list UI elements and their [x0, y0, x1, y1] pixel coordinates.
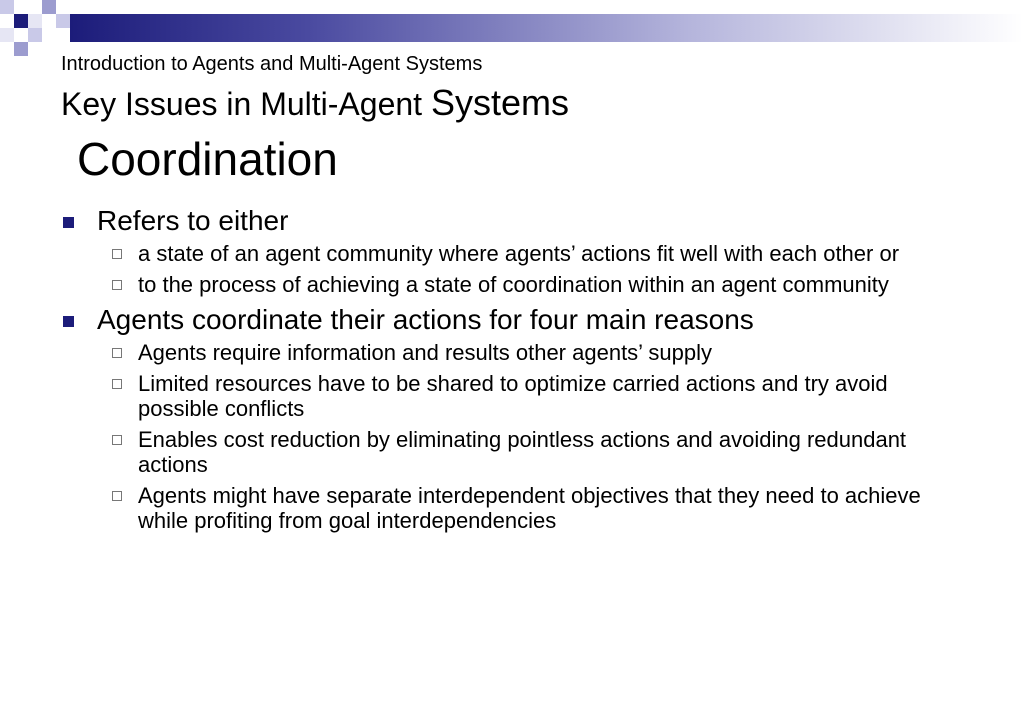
sub-bullet-item	[60, 483, 960, 533]
sub-bullet-text: Enables cost reduction by eliminating pointless actions and avoiding redundant actions	[138, 427, 907, 477]
bullet-text: Agents coordinate their actions for four main reasons	[97, 304, 754, 335]
hollow-square-icon	[112, 249, 122, 259]
sub-bullet-text: a state of an agent community where agents’ actions fit well with each other or	[138, 241, 900, 266]
sub-bullet-text: Limited resources have to be shared to optimize carried actions and try avoid possible conflicts	[138, 371, 888, 421]
decor-square	[28, 14, 42, 28]
sub-bullet-item	[60, 427, 960, 477]
hollow-square-icon	[112, 435, 122, 445]
hollow-square-icon	[112, 379, 122, 389]
hollow-square-icon	[112, 491, 122, 501]
slide-title	[61, 83, 569, 124]
hollow-square-icon	[112, 348, 122, 358]
slide-title-part2: Systems	[430, 82, 569, 123]
sub-bullet-text: Agents require information and results other agents’ supply	[138, 340, 712, 365]
hollow-square-icon	[112, 280, 122, 290]
sub-bullet-item	[60, 272, 960, 297]
decor-square	[14, 42, 28, 56]
sub-bullet-text: Agents might have separate interdependent objectives that they need to achieve while profiting from goal interdependencies	[138, 483, 921, 533]
decor-square	[0, 0, 14, 14]
filled-square-icon	[63, 217, 74, 228]
decor-square	[42, 0, 56, 14]
bullet-item	[60, 204, 960, 238]
decor-square	[0, 28, 14, 42]
sub-bullet-item	[60, 371, 960, 421]
decor-square	[14, 14, 28, 28]
sub-bullet-text: to the process of achieving a state of coordination within an agent community	[138, 272, 889, 297]
decor-square	[28, 28, 42, 42]
sub-bullet-item	[60, 241, 960, 266]
bullet-item	[60, 303, 960, 337]
decor-square	[56, 14, 70, 28]
slide-title-part1: Key Issues in Multi-Agent	[61, 86, 431, 122]
filled-square-icon	[63, 316, 74, 327]
bullet-text: Refers to either	[97, 205, 289, 236]
sub-bullet-item	[60, 340, 960, 365]
slide-subtitle: Introduction to Agents and Multi-Agent Systems	[61, 53, 483, 75]
header-gradient-bar	[70, 14, 1023, 42]
slide-content	[60, 204, 960, 539]
slide-heading: Coordination	[77, 133, 338, 185]
